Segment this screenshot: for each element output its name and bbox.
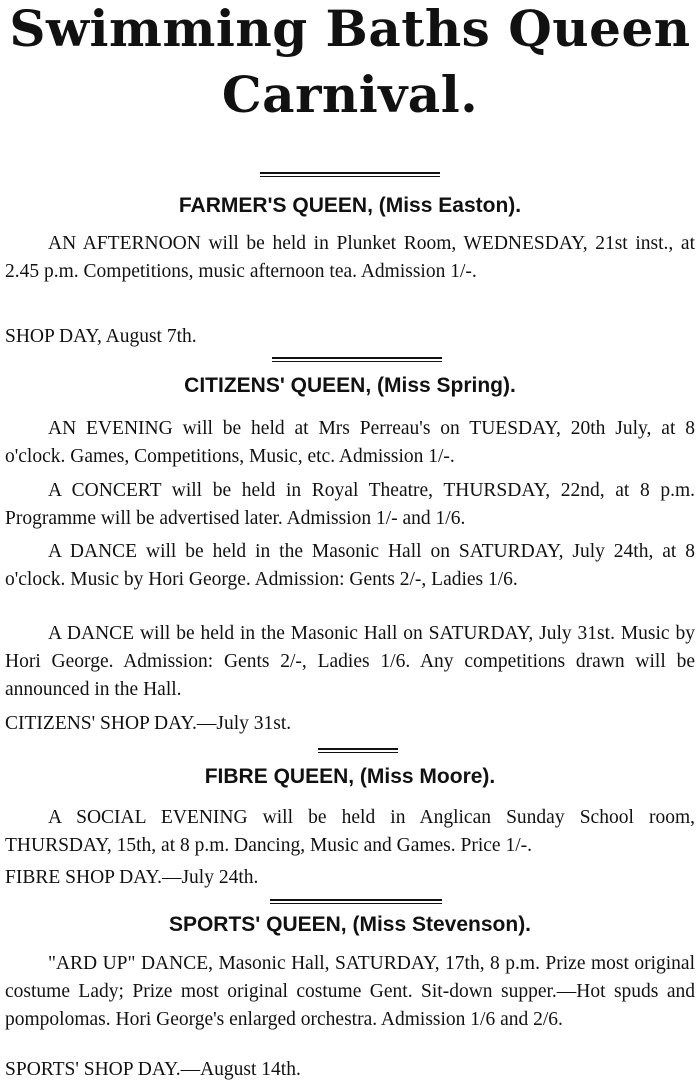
section-divider bbox=[272, 357, 442, 362]
section-divider bbox=[260, 172, 440, 177]
paragraph: A DANCE will be held in the Masonic Hall on SATURDAY, July 31st. Music by Hori George. Admission: Gents 2/-, Ladies 1/6. Any competitions drawn will be announced in the Hall. bbox=[5, 623, 695, 700]
shop-day-line: CITIZENS' SHOP DAY.—July 31st. bbox=[5, 713, 292, 734]
paragraph: A CONCERT will be held in Royal Theatre, THURSDAY, 22nd, at 8 p.m. Programme will be advertised later. Admission 1/- and 1/6. bbox=[5, 480, 695, 529]
paragraph: AN EVENING will be held at Mrs Perreau's on TUESDAY, 20th July, at 8 o'clock. Games, Competitions, Music, etc. Admission 1/-. bbox=[5, 418, 695, 467]
paragraph: A SOCIAL EVENING will be held in Anglican Sunday School room, THURSDAY, 15th, at 8 p.m. Dancing, Music and Games. Price 1/-. bbox=[5, 807, 695, 856]
shop-day-line: FIBRE SHOP DAY.—July 24th. bbox=[5, 867, 259, 888]
page-title-line-1: Swimming Baths Queen bbox=[9, 0, 691, 58]
page-title-line-2: Carnival. bbox=[221, 65, 479, 124]
paragraph: "ARD UP" DANCE, Masonic Hall, SATURDAY, 17th, 8 p.m. Prize most original costume Lady; Prize most original costume Gent. Sit-down supper.—Hot spuds and pompolomas. Hori George's enlarged orchestra. Admission 1/6 and 2/6. bbox=[5, 953, 695, 1030]
paragraph: AN AFTERNOON will be held in Plunket Room, WEDNESDAY, 21st inst., at 2.45 p.m. Competitions, music afternoon tea. Admission 1/-. bbox=[5, 233, 695, 282]
section-heading-farmers-queen: FARMER'S QUEEN, (Miss Easton). bbox=[178, 194, 522, 217]
section-heading-sports-queen: SPORTS' QUEEN, (Miss Stevenson). bbox=[168, 913, 532, 936]
section-heading-citizens-queen: CITIZENS' QUEEN, (Miss Spring). bbox=[184, 374, 516, 397]
section-divider bbox=[318, 748, 398, 753]
shop-day-line: SHOP DAY, August 7th. bbox=[5, 326, 197, 347]
section-heading-fibre-queen: FIBRE QUEEN, (Miss Moore). bbox=[204, 765, 496, 788]
section-divider bbox=[270, 899, 442, 904]
shop-day-line: SPORTS' SHOP DAY.—August 14th. bbox=[5, 1059, 301, 1080]
paragraph: A DANCE will be held in the Masonic Hall on SATURDAY, July 24th, at 8 o'clock. Music by Hori George. Admission: Gents 2/-, Ladies 1/6. bbox=[5, 541, 695, 590]
